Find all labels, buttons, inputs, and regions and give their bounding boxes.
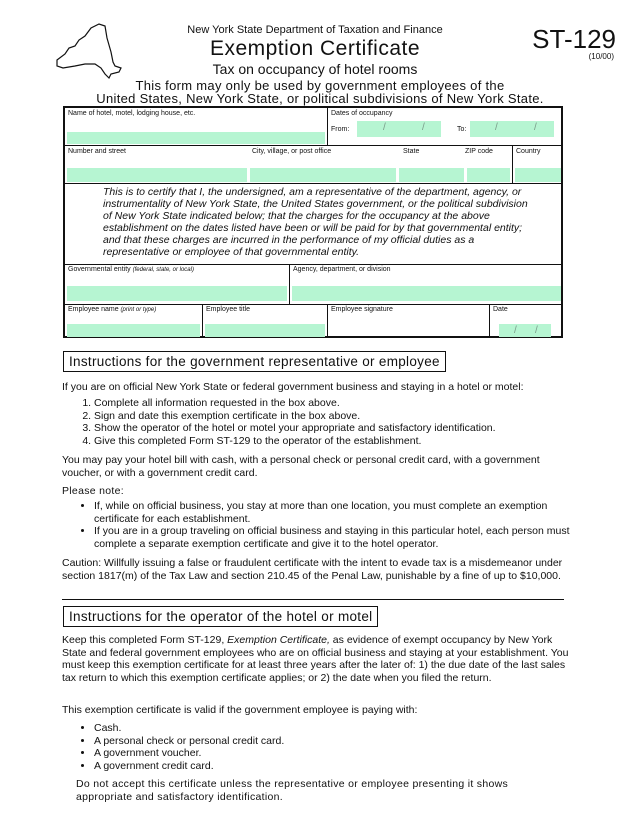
employee-name-note: (print or type) — [120, 307, 157, 313]
employee-name-field[interactable] — [67, 324, 200, 337]
city-field[interactable] — [250, 168, 396, 182]
country-field[interactable] — [515, 168, 561, 182]
zip-label: ZIP code — [465, 148, 493, 155]
employee-name-label — [68, 306, 156, 313]
operator-p1-c: as evidence of exempt occupancy by New York State and federal government employees who are on official business and staying at your establishment. You must keep this exemption certificate for at least three years after the later of: 1) the due date of the last sales tax return to which this exemption certificate applies; or 2) the date when you filed the return. — [62, 634, 569, 684]
payment-method-1: • Cash. — [94, 722, 572, 735]
payment-method-2: • A personal check or personal credit card. — [94, 735, 572, 748]
certification-statement: This is to certify that I, the undersigned, am a representative of the department, agency, or instrumentality of New York State, the United States government, or the political subdivision of New York State indicated below; that the charges for the occupancy at the above establishment on the dates listed have been or will be paid for by that governmental entity; and that these charges are incurred in the performance of my official duties as a representative or employee of that governmental entity. — [103, 186, 528, 258]
usage-line-1: This form may only be used by government employees of the — [135, 78, 505, 93]
signature-date-field[interactable] — [499, 324, 551, 337]
employee-signature-label: Employee signature — [331, 306, 393, 313]
gov-entity-field[interactable] — [67, 286, 287, 301]
rep-steps — [62, 397, 572, 447]
employee-title-label: Employee title — [206, 306, 250, 313]
country-label: Country — [516, 148, 541, 155]
sig-date-sep-1: / — [514, 325, 517, 336]
form-title: Exemption Certificate — [209, 37, 421, 60]
hotel-name-field[interactable] — [67, 132, 325, 144]
section-divider — [62, 599, 564, 600]
new-york-state-outline-icon — [55, 22, 123, 80]
gov-entity-label — [68, 266, 194, 273]
certificate-form-box — [63, 106, 563, 338]
final-warning: Do not accept this certificate unless the representative or employee presenting it shows appropriate and satisfactory identification. — [76, 778, 509, 803]
form-number: ST-129 — [532, 24, 616, 54]
hotel-name-label: Name of hotel, motel, lodging house, etc. — [68, 110, 196, 117]
rep-intro: If you are on official New York State or federal government business and staying in a hotel or motel: — [62, 381, 524, 393]
rep-step-3: 3. Show the operator of the hotel or motel your appropriate and satisfactory identification. — [94, 422, 572, 435]
to-label: To: — [457, 126, 467, 133]
employee-title-field[interactable] — [205, 324, 325, 337]
sig-date-sep-2: / — [535, 325, 538, 336]
from-date-field[interactable] — [357, 121, 441, 137]
usage-line-2: United States, New York State, or political subdivisions of New York State. — [96, 91, 544, 106]
to-date-field[interactable] — [470, 121, 554, 137]
valid-intro: This exemption certificate is valid if the government employee is paying with: — [62, 704, 418, 716]
form-revision-date: (10/00) — [588, 52, 614, 61]
to-date-sep-1: / — [495, 122, 498, 133]
operator-paragraph — [62, 634, 572, 684]
rep-caution: Caution: Willfully issuing a false or fraudulent certificate with the intent to evade tax is a misdemeanor under section 1817(m) of the Tax Law and section 210.45 of the Penal Law, punishable by a fine of up to $10,000. — [62, 557, 563, 582]
employee-name-label-text: Employee name — [68, 306, 119, 313]
payment-method-4: • A government credit card. — [94, 760, 572, 773]
rep-notes — [62, 500, 572, 550]
gov-entity-note: (federal, state, or local) — [132, 267, 194, 273]
agency-label: Agency, department, or division — [293, 266, 391, 273]
city-label: City, village, or post office — [252, 148, 332, 155]
operator-p1-a: Keep this completed Form ST-129, — [62, 634, 228, 646]
rep-step-2: 2. Sign and date this exemption certificate in the box above. — [94, 410, 572, 423]
state-field[interactable] — [399, 168, 464, 182]
usage-notice — [40, 79, 600, 105]
to-date-sep-2: / — [534, 122, 537, 133]
date-label: Date — [493, 306, 508, 313]
form-subtitle: Tax on occupancy of hotel rooms — [212, 61, 418, 77]
rep-payment: You may pay your hotel bill with cash, with a personal check or personal credit card, with a government voucher, or with a government credit card. — [62, 454, 540, 479]
payment-methods — [62, 722, 572, 772]
from-label: From: — [331, 126, 350, 133]
rep-note-label: Please note: — [62, 485, 124, 497]
agency-field[interactable] — [292, 286, 561, 301]
zip-field[interactable] — [467, 168, 510, 182]
rep-step-1: 1. Complete all information requested in the box above. — [94, 397, 572, 410]
payment-method-3: • A government voucher. — [94, 747, 572, 760]
street-label: Number and street — [68, 148, 126, 155]
gov-entity-label-text: Governmental entity — [68, 266, 131, 273]
street-field[interactable] — [67, 168, 247, 182]
state-label: State — [403, 148, 420, 155]
rep-instructions-heading: Instructions for the government representative or employee — [63, 351, 446, 372]
operator-instructions-heading: Instructions for the operator of the hotel or motel — [63, 606, 378, 627]
operator-p1-b: Exemption Certificate, — [227, 634, 330, 646]
from-date-sep-1: / — [383, 122, 386, 133]
rep-note-1: • If, while on official business, you stay at more than one location, you must complete an exemption certificate for each establishment. — [94, 500, 572, 525]
dates-of-occupancy-label: Dates of occupancy — [331, 110, 393, 117]
rep-step-4: 4. Give this completed Form ST-129 to the operator of the establishment. — [94, 435, 572, 448]
from-date-sep-2: / — [422, 122, 425, 133]
department-name: New York State Department of Taxation and Finance — [187, 24, 443, 36]
rep-note-2: • If you are in a group traveling on official business and staying in this particular hotel, each person must complete a separate exemption certificate and give it to the hotel operator. — [94, 525, 572, 550]
